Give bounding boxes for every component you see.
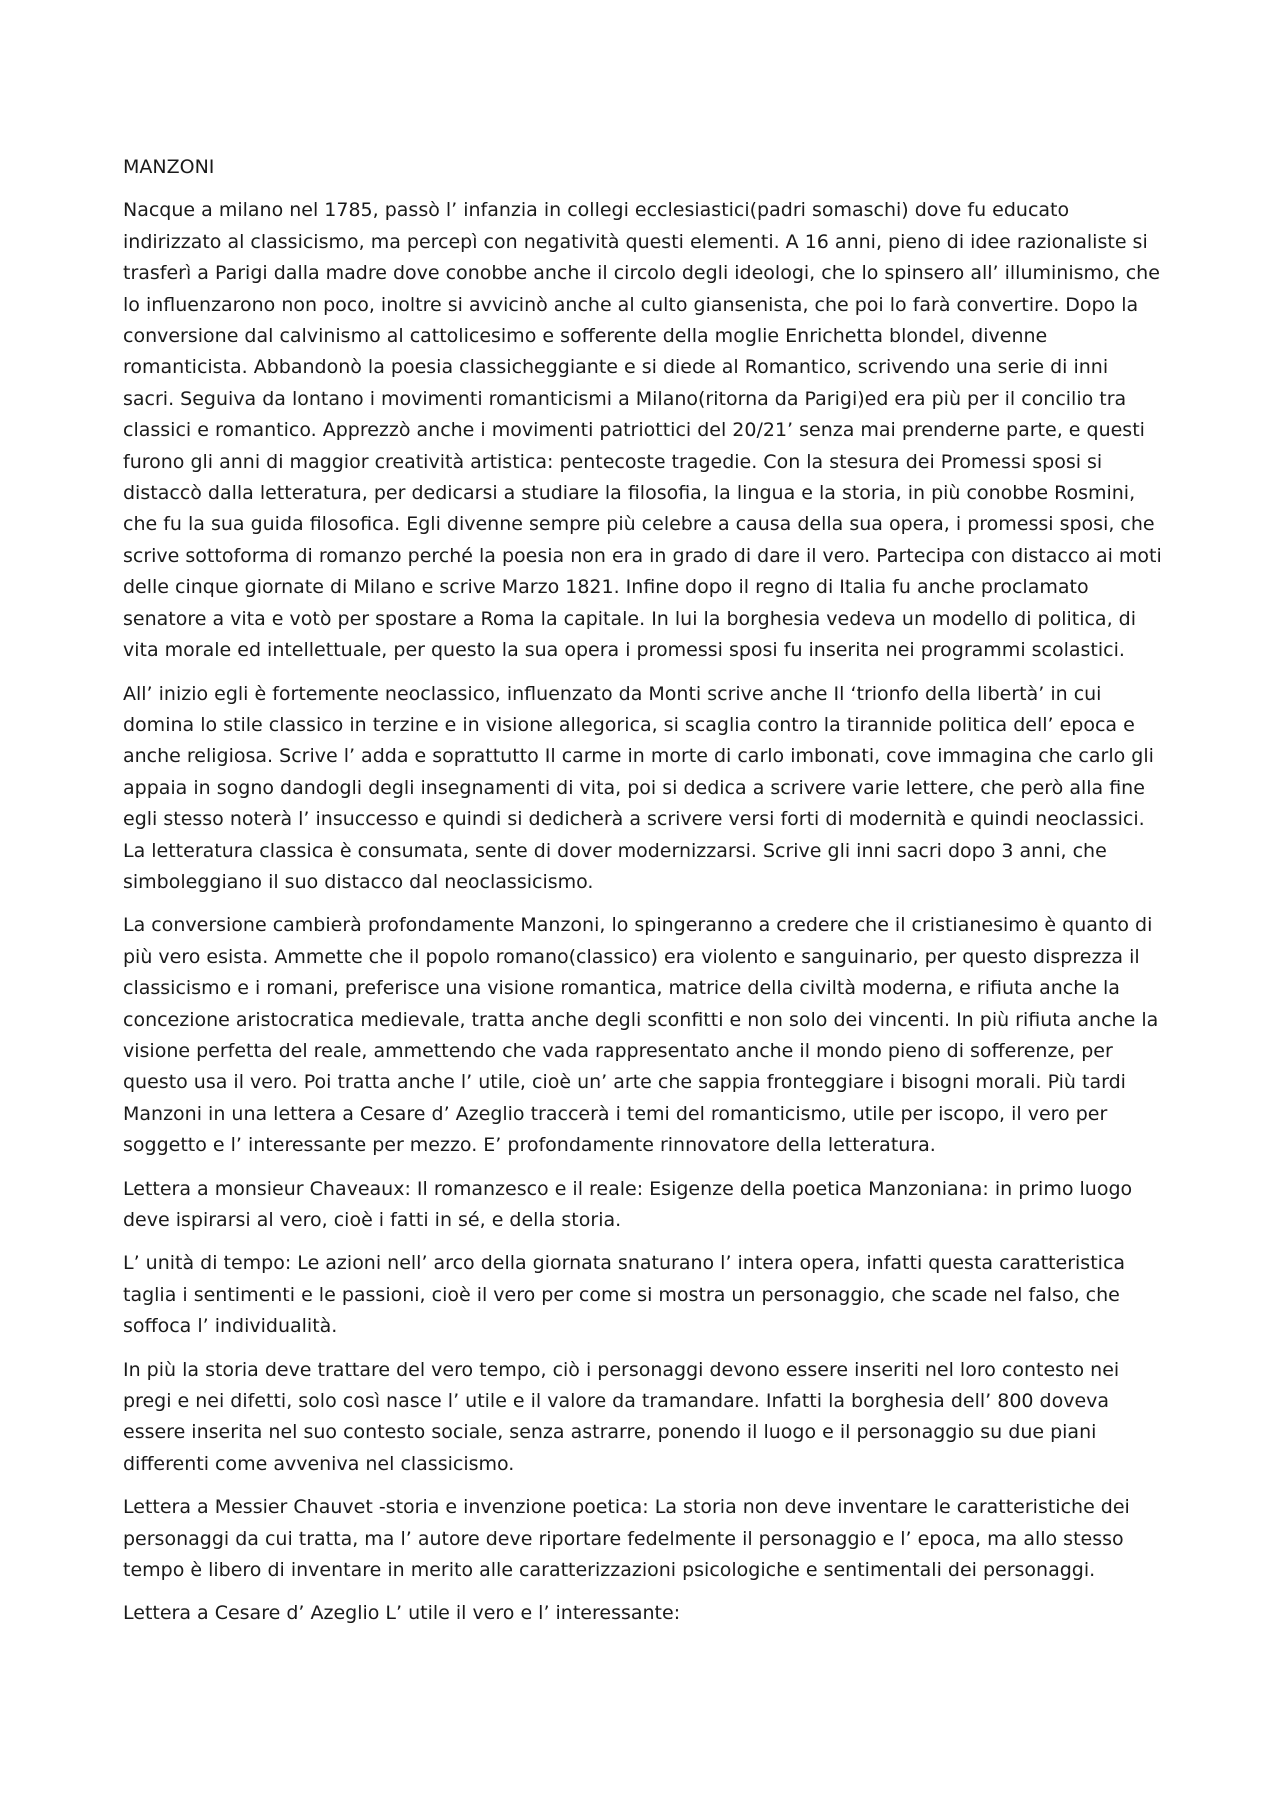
paragraph-unita-di-tempo: L’ unità di tempo: Le azioni nell’ arco della giornata snaturano l’ intera opera, infatti questa caratteristica taglia i sentimenti e le passioni, cioè il vero per come si mostra un personaggio, che scade nel falso, che soffoca l’ individualità. [123,1252,1126,1338]
document-title: MANZONI [123,156,215,178]
paragraph-biography: Nacque a milano nel 1785, passò l’ infanzia in collegi ecclesiastici(padri somaschi) dove fu educato indirizzato al classicismo, ma percepì con negatività questi elementi. A 16 anni, pieno di idee razionaliste si trasferì a Parigi dalla madre dove conobbe anche il circolo degli ideologi, che lo spinsero all’ illuminismo, che lo influenzarono non poco, inoltre si avvicinò anche al culto giansenista, che poi lo farà convertire. Dopo la conversione dal calvinismo al cattolicesimo e sofferente della moglie Enrichetta blondel, divenne romanticista. Abbandonò la poesia classicheggiante e si diede al Romantico, scrivendo una serie di inni sacri. Seguiva da lontano i movimenti romanticismi a Milano(ritorna da Parigi)ed era più per il concilio tra classici e romantico. Apprezzò anche i movimenti patriottici del 20/21’ senza mai prenderne parte, e questi furono gli anni di maggior creatività artistica: pentecoste tragedie. Con la stesura dei Promessi sposi si distaccò dalla letteratura, per dedicarsi a studiare la filosofia, la lingua e la storia, in più conobbe Rosmini, che fu la sua guida filosofica. Egli divenne sempre più celebre a causa della sua opera, i promessi sposi, che scrive sottoforma di romanzo perché la poesia non era in grado di dare il vero. Partecipa con distacco ai moti delle cinque giornate di Milano e scrive Marzo 1821. Infine dopo il regno di Italia fu anche proclamato senatore a vita e votò per spostare a Roma la capitale. In lui la borghesia vedeva un modello di politica, di vita morale ed intellettuale, per questo la sua opera i promessi sposi fu inserita nei programmi scolastici. [123,199,1162,662]
paragraph-storia: In più la storia deve trattare del vero tempo, ciò i personaggi devono essere inseriti nel loro contesto nei pregi e nei difetti, solo così nasce l’ utile e il valore da tramandare. Infatti la borghesia dell’ 800 doveva essere inserita nel suo contesto sociale, senza astrarre, ponendo il luogo e il personaggio su due piani differenti come avveniva nel classicismo. [123,1358,1120,1475]
paragraph-lettera-chaveaux: Lettera a monsieur Chaveaux: Il romanzesco e il reale: Esigenze della poetica Manzoniana: in primo luogo deve ispirarsi al vero, cioè i fatti in sé, e della storia. [123,1177,1133,1231]
paragraph-lettera-azeglio: Lettera a Cesare d’ Azeglio L’ utile il vero e l’ interessante: [123,1602,681,1625]
paragraph-lettera-chauvet: Lettera a Messier Chauvet -storia e invenzione poetica: La storia non deve inventare le caratteristiche dei personaggi da cui tratta, ma l’ autore deve riportare fedelmente il personaggio e l’ epoca, ma allo stesso tempo è libero di inventare in merito alle caratterizzazioni psicologiche e sentimentali dei personaggi. [123,1496,1130,1582]
paragraph-neoclassicism: All’ inizio egli è fortemente neoclassico, influenzato da Monti scrive anche Il ‘trionfo della libertà’ in cui domina lo stile classico in terzine e in visione allegorica, si scaglia contro la tirannide politica dell’ epoca e anche religiosa. Scrive l’ adda e soprattutto Il carme in morte di carlo imbonati, cove immagina che carlo gli appaia in sogno dandogli degli insegnamenti di vita, poi si dedica a scrivere varie lettere, che però alla fine egli stesso noterà l’ insuccesso e quindi si dedicherà a scrivere versi forti di modernità e quindi neoclassici. La letteratura classica è consumata, sente di dover modernizzarsi. Scrive gli inni sacri dopo 3 anni, che simboleggiano il suo distacco dal neoclassicismo. [123,682,1154,893]
paragraph-conversion: La conversione cambierà profondamente Manzoni, lo spingeranno a credere che il cristianesimo è quanto di più vero esista. Ammette che il popolo romano(classico) era violento e sanguinario, per questo disprezza il classicismo e i romani, preferisce una visione romantica, matrice della civiltà moderna, e rifiuta anche la concezione aristocratica medievale, tratta anche degli sconfitti e non solo dei vincenti. In più rifiuta anche la visione perfetta del reale, ammettendo che vada rappresentato anche il mondo pieno di sofferenze, per questo usa il vero. Poi tratta anche l’ utile, cioè un’ arte che sappia fronteggiare i bisogni morali. Più tardi Manzoni in una lettera a Cesare d’ Azeglio traccerà i temi del romanticismo, utile per iscopo, il vero per soggetto e l’ interessante per mezzo. E’ profondamente rinnovatore della letteratura. [123,914,1159,1157]
document-body [123,152,1163,1642]
